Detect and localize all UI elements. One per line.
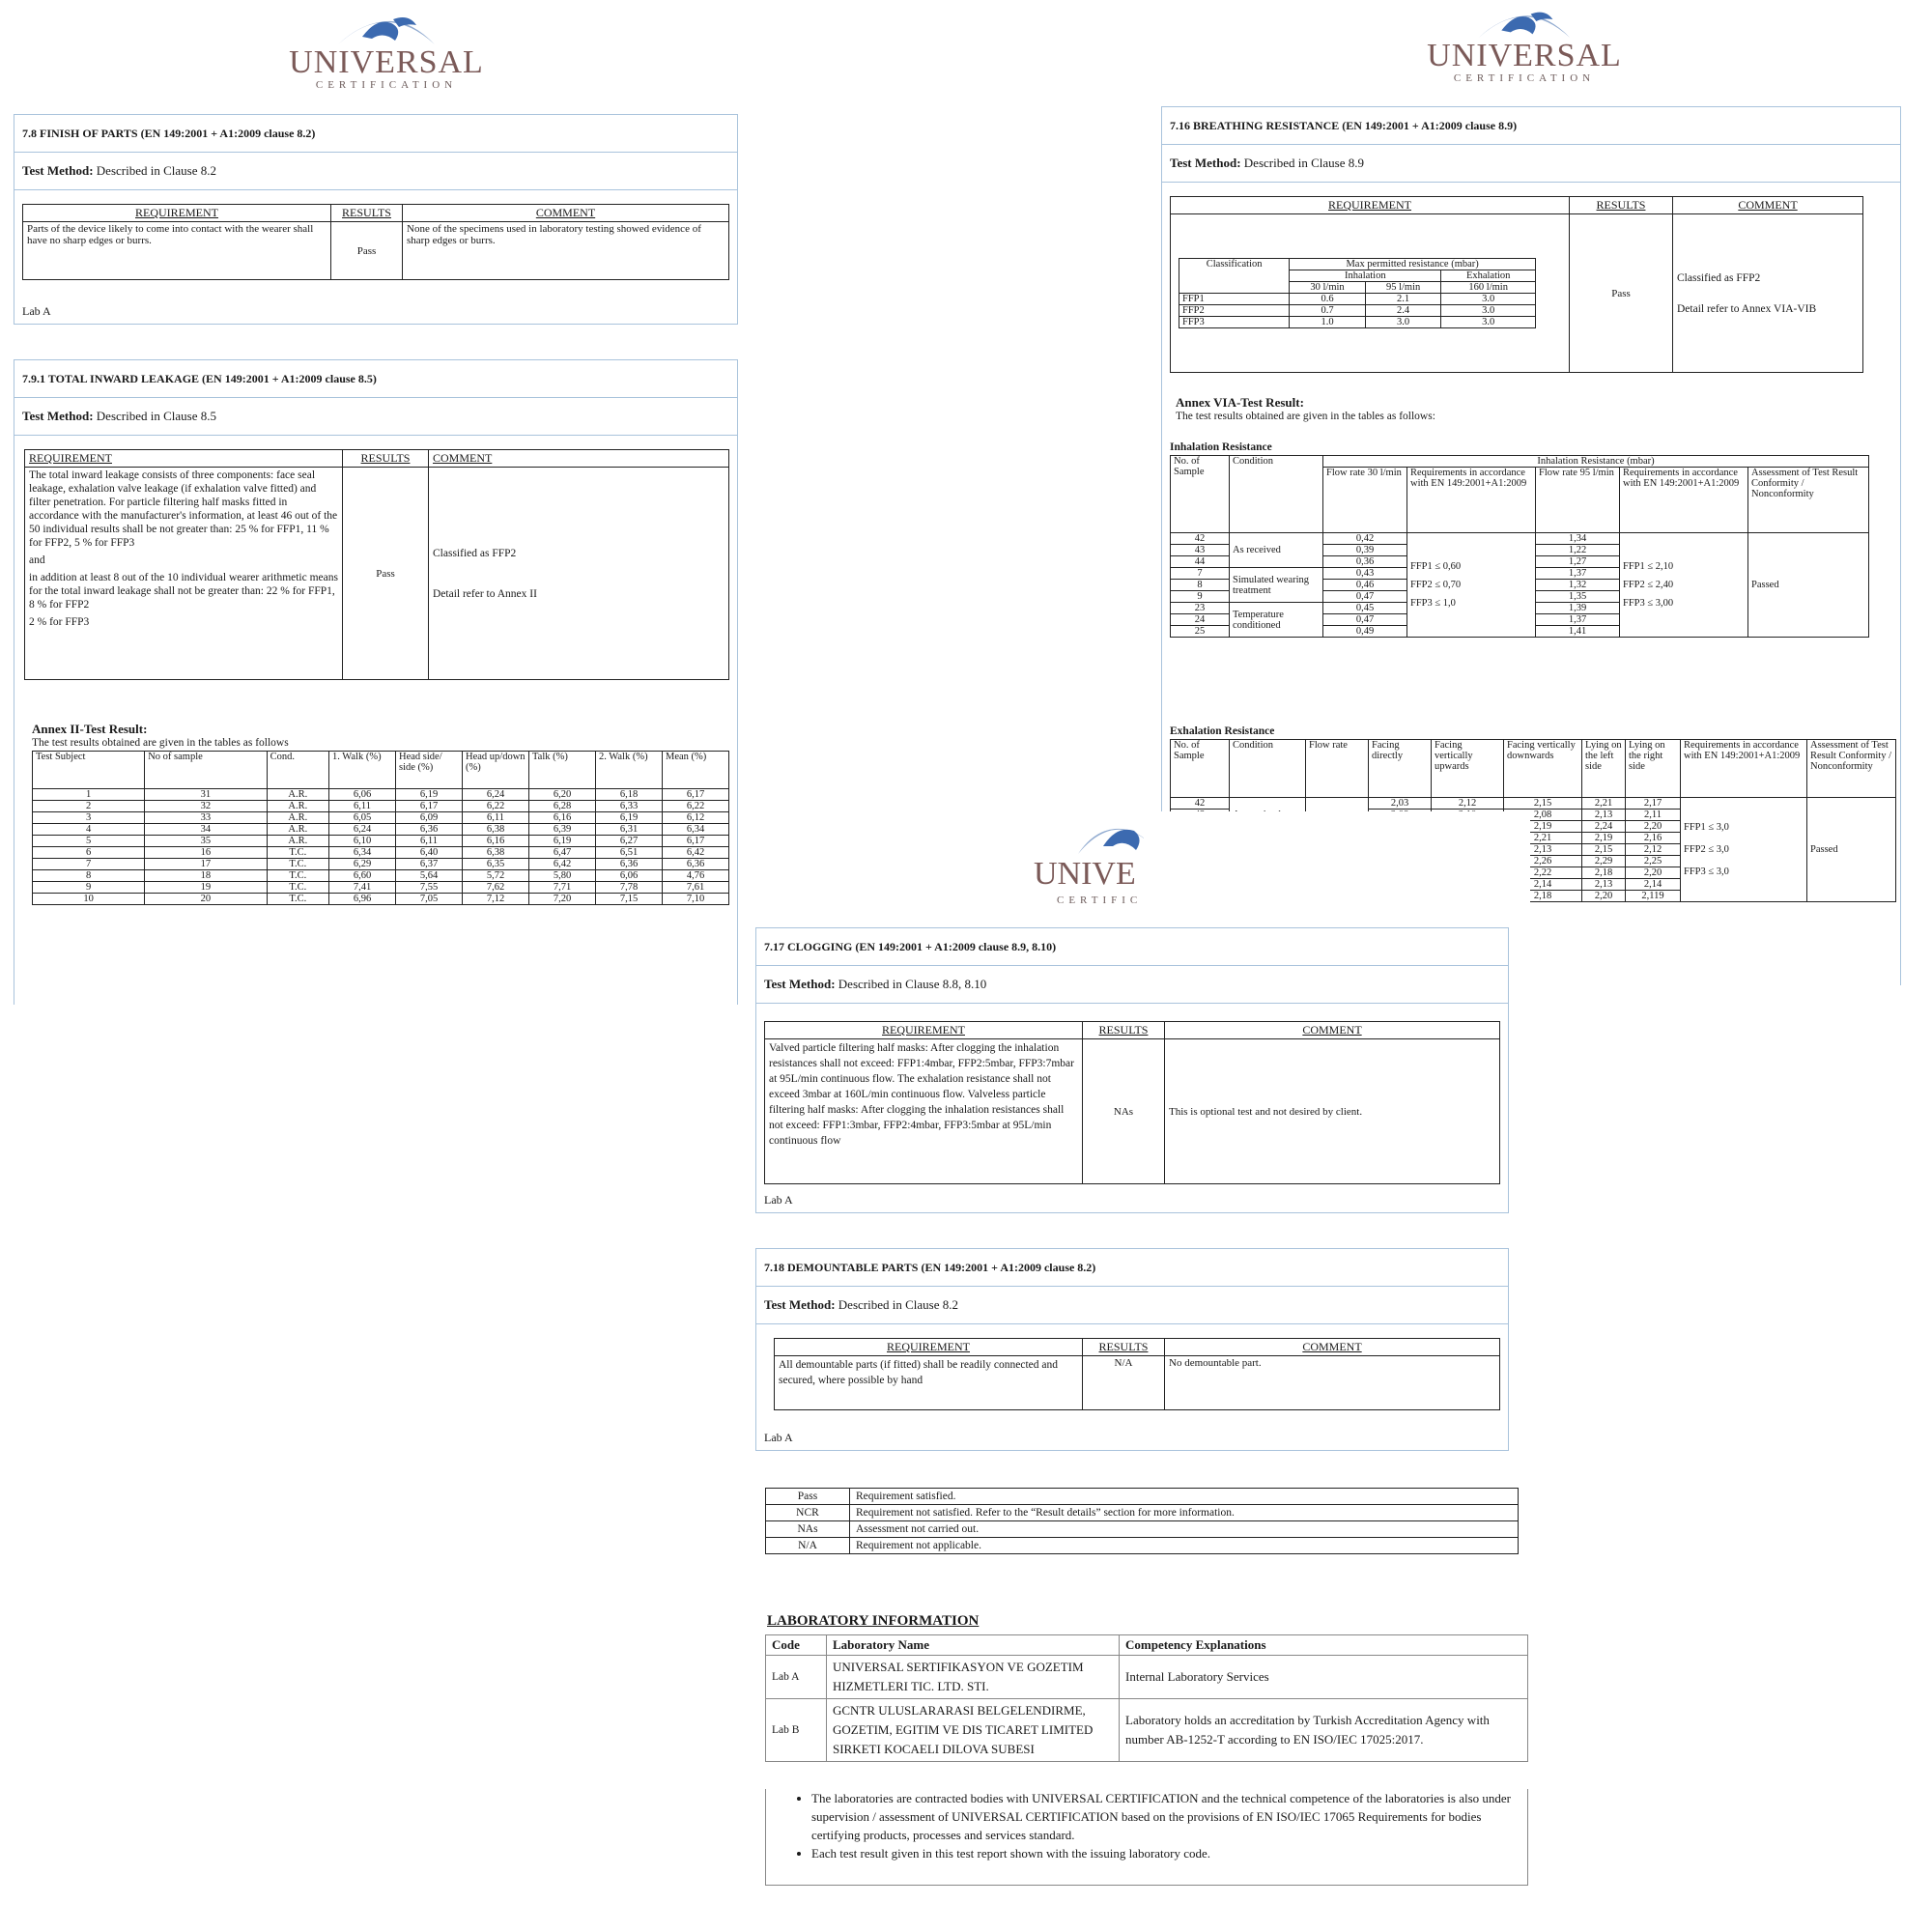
value-cell: 0,47	[1323, 591, 1407, 603]
value-cell: 0,46	[1323, 580, 1407, 591]
value-cell: 2,18	[1504, 891, 1582, 902]
value-cell: 2,12	[1626, 844, 1681, 856]
table-cell: FFP2	[1179, 305, 1290, 317]
table-cell: 6,34	[329, 847, 396, 859]
lab-info-table: Code Laboratory Name Competency Explanations Lab A UNIVERSAL SERTIFIKASYON VE GOZETIM HIZMETLERI TIC. LTD. STI. Internal Laboratory Services Lab B GCNTR ULUSLARARASI BELGELENDIRME, GOZETIM, EGITIM VE DIS TICARET LIMITED SIRKETI KOCAELI DILOVA SUBESI Laboratory holds an accreditation by Turkish Accreditation Agency with number AB-1252-T according to EN ISO/IEC 17025:2017.	[765, 1634, 1528, 1762]
partial-logo	[1034, 811, 1146, 908]
logo-brand: UNIVERSAL	[1427, 38, 1622, 73]
lab-competency-cell: Internal Laboratory Services	[1120, 1656, 1528, 1699]
table-cell: 7,20	[529, 894, 596, 905]
table-cell: 7,10	[663, 894, 729, 905]
assessment-cell: Passed	[1748, 533, 1869, 638]
table-cell: 6,47	[529, 847, 596, 859]
table-cell: 6,38	[463, 847, 529, 859]
exhalation-label: Exhalation Resistance	[1170, 725, 1275, 737]
requirement-table: REQUIREMENT RESULTS COMMENT Parts of the device likely to come into contact with the wearer shall have no sharp edges or burrs. Pass None of the specimens used in laboratory testing showed evidence of sharp edges or burrs.	[22, 204, 729, 280]
value-cell: 2,18	[1582, 867, 1626, 879]
inhalation-table: No. of Sample Condition Inhalation Resistance (mbar) Flow rate 30 l/min Requirements in accordance with EN 149:2001+A1:2009 Flow rate 95 l/min Requirements in accordance with EN 149:2001+A1:2009 Assessment of Test Result Conformity / Nonconformity 42 As received 0,42 FFP1 ≤ 0,60 FFP2 ≤ 0,70 FFP3 ≤ 1,0 1,34 FFP1 ≤ 2,10 FFP2 ≤ 2,40 FFP3 ≤ 3,00 Passed 43 0,39 1,22 44 0,36 1,27 7 Simulated wearing treatment 0,43 1,37 8 0,46 1,32 9 0,47 1,35 23 Temperature conditioned 0,45 1,39 24 0,47 1,37 25 0,49 1,41	[1170, 455, 1869, 638]
table-cell: A.R.	[267, 836, 328, 847]
table-cell: 34	[145, 824, 267, 836]
column-header: Facing vertically upwards	[1432, 740, 1504, 798]
lab-info-title: LABORATORY INFORMATION	[767, 1613, 980, 1629]
table-cell: 5,80	[529, 870, 596, 882]
table-cell: 6,17	[396, 801, 463, 812]
table-cell: 16	[145, 847, 267, 859]
section-heading: 7.16 BREATHING RESISTANCE (EN 149:2001 + A1:2009 clause 8.9)	[1162, 107, 1900, 145]
requirement-text: FFP3 ≤ 3,00	[1623, 598, 1674, 609]
logo-sub: CERTIFIC	[1057, 895, 1143, 906]
value-cell: 0,36	[1323, 556, 1407, 568]
table-cell: 2.4	[1365, 305, 1441, 317]
sample-cell: 7	[1171, 568, 1230, 580]
requirement-cell	[1620, 533, 1748, 638]
note-item: • Each test result given in this test report shown with the issuing laboratory code.	[811, 1844, 1526, 1862]
value-cell: 2,29	[1582, 856, 1626, 867]
table-cell: T.C.	[267, 847, 328, 859]
table-cell: 6,19	[596, 812, 663, 824]
value-cell: 2,14	[1626, 879, 1681, 891]
table-cell: 31	[145, 789, 267, 801]
table-cell: T.C.	[267, 859, 328, 870]
table-cell: T.C.	[267, 870, 328, 882]
table-cell: 3	[33, 812, 145, 824]
column-header: Head up/down (%)	[463, 752, 529, 789]
column-header: No of sample	[145, 752, 267, 789]
table-row	[1179, 294, 1536, 305]
requirement-cell	[1681, 798, 1807, 902]
table-cell: 6,18	[596, 789, 663, 801]
lab-row	[766, 1656, 1528, 1699]
table-cell: 19	[145, 882, 267, 894]
value-cell: 2,14	[1504, 879, 1582, 891]
sample-cell: 44	[1171, 556, 1230, 568]
value-cell: 2,19	[1504, 821, 1582, 833]
table-cell: 20	[145, 894, 267, 905]
section-7-18	[755, 1248, 1509, 1451]
value-cell: 1,22	[1536, 545, 1620, 556]
note-item: • The laboratories are contracted bodies with UNIVERSAL CERTIFICATION and the technical competence of the laboratories is also under supervision / assessment of UNIVERSAL CERTIFICATION based on the provisions of EN ISO/IEC 17065 Requirements for bodies certifying products, processes and services standard.	[811, 1789, 1526, 1844]
section-7-8	[14, 114, 738, 325]
table-cell: 6,11	[463, 812, 529, 824]
column-header: Requirements in accordance with EN 149:2001+A1:2009	[1681, 740, 1807, 798]
table-cell: T.C.	[267, 894, 328, 905]
logo-sub: CERTIFICATION	[1453, 72, 1596, 84]
legend-description: Assessment not carried out.	[850, 1521, 1519, 1538]
legend-row	[766, 1489, 1519, 1505]
value-cell: 0,42	[1323, 533, 1407, 545]
column-header: Cond.	[267, 752, 328, 789]
table-row	[33, 859, 729, 870]
table-row	[33, 894, 729, 905]
table-cell: A.R.	[267, 789, 328, 801]
sample-cell: 42	[1171, 533, 1230, 545]
table-cell: 6,36	[596, 859, 663, 870]
value-cell: 0,47	[1323, 614, 1407, 626]
legend-row	[766, 1521, 1519, 1538]
max-resistance-table: Classification Max permitted resistance (mbar) Inhalation Exhalation 30 l/min 95 l/min 160 l/min FFP1 0.6 2.1 3.0 FFP2 0.7 2.4 3.0 FFP3 1.0 3.0 3.0	[1179, 258, 1536, 328]
table-cell: 6,34	[663, 824, 729, 836]
globe-icon	[1076, 817, 1144, 856]
requirement-text: FFP1 ≤ 3,0	[1684, 822, 1729, 833]
legend-row	[766, 1538, 1519, 1554]
column-header: Lying on the left side	[1582, 740, 1626, 798]
column-header: Facing directly	[1369, 740, 1432, 798]
table-cell: A.R.	[267, 824, 328, 836]
notes-frame	[765, 1789, 1528, 1886]
globe-icon	[1471, 5, 1577, 40]
table-cell: 6,37	[396, 859, 463, 870]
table-cell: 6,11	[329, 801, 396, 812]
table-cell: 7,71	[529, 882, 596, 894]
requirement-text: FFP3 ≤ 1,0	[1410, 598, 1456, 609]
annex-ii-title: Annex II-Test Result:	[32, 722, 148, 736]
table-cell: 6	[33, 847, 145, 859]
logo-sub: CERTIFICATION	[315, 79, 458, 91]
table-cell: 33	[145, 812, 267, 824]
table-cell: 6,06	[329, 789, 396, 801]
sample-cell: 24	[1171, 614, 1230, 626]
value-cell: 2,21	[1504, 833, 1582, 844]
table-cell: 6,22	[663, 801, 729, 812]
section-heading: 7.9.1 TOTAL INWARD LEAKAGE (EN 149:2001 + A1:2009 clause 8.5)	[14, 360, 737, 398]
result-legend-table	[765, 1488, 1519, 1554]
table-cell: 8	[33, 870, 145, 882]
table-cell: 6,19	[529, 836, 596, 847]
legend-description: Requirement satisfied.	[850, 1489, 1519, 1505]
column-header: No. of Sample	[1171, 740, 1230, 798]
value-cell: 1,37	[1536, 568, 1620, 580]
table-cell: 6,24	[463, 789, 529, 801]
lab-name-cell: GCNTR ULUSLARARASI BELGELENDIRME, GOZETIM, EGITIM VE DIS TICARET LIMITED SIRKETI KOCAELI DILOVA SUBESI	[827, 1699, 1120, 1762]
value-cell: 1,41	[1536, 626, 1620, 638]
middle-page	[753, 811, 1530, 1932]
requirement-table: REQUIREMENT RESULTS COMMENT The total inward leakage consists of three components: face seal leakage, exhalation valve leakage (if exhalation valve fitted) and filter penetration. For particle filtering half masks fitted in accordance with the manufacturer's information, at least 46 out of the 50 individual results shall be not greater than: 25 % for FFP1, 11 % for FFP2, 5 % for FFP3 and in addition at least 8 out of the 10 individual wearer arithmetic means for the total inward leakage shall not be greater than: 22 % for FFP1, 8 % for FFP2 2 % for FFP3 Pass Classified as FFP2 Detail refer to Annex II	[24, 449, 729, 680]
section-heading: 7.17 CLOGGING (EN 149:2001 + A1:2009 clause 8.9, 8.10)	[756, 928, 1508, 966]
left-page	[12, 0, 742, 1005]
test-method: Test Method: Described in Clause 8.2	[756, 1287, 1508, 1324]
annex-via-title: Annex VIA-Test Result:	[1176, 395, 1304, 410]
table-cell: 1.0	[1290, 317, 1366, 328]
value-cell: 1,27	[1536, 556, 1620, 568]
assessment-cell: Passed	[1807, 798, 1896, 902]
table-cell: 7,41	[329, 882, 396, 894]
value-cell: 2,20	[1626, 867, 1681, 879]
table-cell: 7,61	[663, 882, 729, 894]
value-cell: 2,25	[1626, 856, 1681, 867]
legend-code: NAs	[766, 1521, 850, 1538]
section-heading: 7.18 DEMOUNTABLE PARTS (EN 149:2001 + A1:2009 clause 8.2)	[756, 1249, 1508, 1287]
value-cell: 1,39	[1536, 603, 1620, 614]
table-cell: 6,09	[396, 812, 463, 824]
value-cell: 0,43	[1323, 568, 1407, 580]
requirement-text: FFP1 ≤ 0,60	[1410, 561, 1462, 572]
column-header: 2. Walk (%)	[596, 752, 663, 789]
universal-logo	[1408, 5, 1640, 84]
test-method: Test Method: Described in Clause 8.2	[14, 153, 737, 190]
legend-code: Pass	[766, 1489, 850, 1505]
section-heading: 7.8 FINISH OF PARTS (EN 149:2001 + A1:2009 clause 8.2)	[14, 115, 737, 153]
sample-cell: 42	[1171, 798, 1230, 810]
column-header: Condition	[1230, 740, 1306, 798]
inhalation-label: Inhalation Resistance	[1170, 441, 1272, 453]
table-cell: 6,31	[596, 824, 663, 836]
lab-name-cell: UNIVERSAL SERTIFIKASYON VE GOZETIM HIZMETLERI TIC. LTD. STI.	[827, 1656, 1120, 1699]
logo-brand: UNIVERSAL	[289, 44, 484, 80]
lab-competency-cell: Laboratory holds an accreditation by Turkish Accreditation Agency with number AB-1252-T according to EN ISO/IEC 17025:2017.	[1120, 1699, 1528, 1762]
table-cell: 6,05	[329, 812, 396, 824]
table-cell: 3.0	[1365, 317, 1441, 328]
requirement-table: REQUIREMENT RESULTS COMMENT Classification Max permitted resistance (mbar) Inhalation Exhalation 30 l/min 95 l/min 160 l/min FFP1 0.6 2.1 3.0 FFP2 0.7 2.4 3.0 FFP3 1.0 3.0 3.0 Pass Classified as FFP2 Detail refer to Annex VIA-VIB	[1170, 196, 1863, 373]
value-cell: 1,34	[1536, 533, 1620, 545]
annex-via-subtitle: The test results obtained are given in the tables as follows:	[1176, 411, 1435, 422]
table-cell: 7	[33, 859, 145, 870]
lab-code-cell: Lab B	[766, 1699, 827, 1762]
table-cell: 9	[33, 882, 145, 894]
value-cell: 2,22	[1504, 867, 1582, 879]
lab-code-cell: Lab A	[766, 1656, 827, 1699]
table-cell: 6,20	[529, 789, 596, 801]
test-method: Test Method: Described in Clause 8.9	[1162, 145, 1900, 183]
table-cell: 6,28	[529, 801, 596, 812]
table-row	[1171, 798, 1896, 810]
column-header: Head side/ side (%)	[396, 752, 463, 789]
globe-icon	[333, 10, 440, 46]
column-header: Test Subject	[33, 752, 145, 789]
legend-description: Requirement not applicable.	[850, 1538, 1519, 1554]
table-cell: 6,27	[596, 836, 663, 847]
annex-ii-subtitle: The test results obtained are given in the tables as follows	[32, 737, 289, 749]
table-cell: 0.7	[1290, 305, 1366, 317]
column-header: Assessment of Test Result Conformity / Nonconformity	[1807, 740, 1896, 798]
table-cell: 6,40	[396, 847, 463, 859]
legend-description: Requirement not satisfied. Refer to the “Result details” section for more information.	[850, 1505, 1519, 1521]
table-cell: 7,55	[396, 882, 463, 894]
table-cell: 6,11	[396, 836, 463, 847]
value-cell: 0,45	[1323, 603, 1407, 614]
table-cell: 6,38	[463, 824, 529, 836]
column-header: 1. Walk (%)	[329, 752, 396, 789]
value-cell: 2,13	[1504, 844, 1582, 856]
table-cell: 2	[33, 801, 145, 812]
value-cell: 1,32	[1536, 580, 1620, 591]
column-header: Facing vertically downwards	[1504, 740, 1582, 798]
table-cell: 6,36	[396, 824, 463, 836]
condition-cell: Simulated wearing treatment	[1230, 568, 1323, 603]
table-cell: 6,35	[463, 859, 529, 870]
legend-row	[766, 1505, 1519, 1521]
column-header: Mean (%)	[663, 752, 729, 789]
table-row	[1171, 533, 1869, 545]
value-cell: 2,26	[1504, 856, 1582, 867]
requirement-table: REQUIREMENT RESULTS COMMENT Valved particle filtering half masks: After clogging the inhalation resistances shall not exceed: FFP1:4mbar, FFP2:5mbar, FFP3:7mbar at 95L/min continuous flow. The exhalation resistance shall not exceed 3mbar at 160L/min continuous flow. Valveless particle filtering half masks: After clogging the inhalation resistances shall not exceed: FFP1:3mbar, FFP2:4mbar, FFP3:5mbar at 95L/min continuous flow NAs This is optional test and not desired by client.	[764, 1021, 1500, 1184]
table-cell: 5,64	[396, 870, 463, 882]
table-cell: 7,15	[596, 894, 663, 905]
sample-cell: 8	[1171, 580, 1230, 591]
table-cell: 6,06	[596, 870, 663, 882]
column-header: Flow rate	[1306, 740, 1369, 798]
table-cell: 5	[33, 836, 145, 847]
value-cell: 1,35	[1536, 591, 1620, 603]
table-cell: 0.6	[1290, 294, 1366, 305]
requirement-table: REQUIREMENT RESULTS COMMENT All demountable parts (if fitted) shall be readily connected and secured, where possible by hand N/A No demountable part.	[774, 1338, 1500, 1410]
table-cell: 7,62	[463, 882, 529, 894]
table-cell: 5,72	[463, 870, 529, 882]
requirement-cell	[1407, 533, 1536, 638]
column-header: Lying on the right side	[1626, 740, 1681, 798]
value-cell: 2,19	[1582, 833, 1626, 844]
value-cell: 2,13	[1582, 810, 1626, 821]
lab-row	[766, 1699, 1528, 1762]
table-cell: 32	[145, 801, 267, 812]
value-cell: 2,24	[1582, 821, 1626, 833]
table-cell: A.R.	[267, 812, 328, 824]
table-row	[33, 847, 729, 859]
universal-logo	[270, 10, 502, 91]
table-cell: T.C.	[267, 882, 328, 894]
test-method: Test Method: Described in Clause 8.8, 8.10	[756, 966, 1508, 1004]
table-cell: 4,76	[663, 870, 729, 882]
table-cell: A.R.	[267, 801, 328, 812]
condition-cell: Temperature conditioned	[1230, 603, 1323, 638]
legend-code: NCR	[766, 1505, 850, 1521]
legend-code: N/A	[766, 1538, 850, 1554]
sample-cell: 25	[1171, 626, 1230, 638]
logo-brand: UNIVE	[1034, 856, 1136, 892]
requirement-text: FFP2 ≤ 3,0	[1684, 844, 1729, 855]
table-cell: 18	[145, 870, 267, 882]
table-row	[33, 882, 729, 894]
table-cell: 6,17	[663, 789, 729, 801]
table-cell: 6,12	[663, 812, 729, 824]
condition-cell: As received	[1230, 533, 1323, 568]
value-cell: 2,08	[1504, 810, 1582, 821]
table-cell: 6,96	[329, 894, 396, 905]
column-header: Talk (%)	[529, 752, 596, 789]
table-cell: 6,39	[529, 824, 596, 836]
value-cell: 2,15	[1504, 798, 1582, 810]
requirement-text: FFP1 ≤ 2,10	[1623, 561, 1674, 572]
table-cell: 6,51	[596, 847, 663, 859]
section-7-9-1	[14, 359, 738, 1005]
table-cell: 6,42	[663, 847, 729, 859]
value-cell: 2,17	[1626, 798, 1681, 810]
annex-ii-table	[32, 751, 729, 905]
requirement-text: FFP3 ≤ 3,0	[1684, 867, 1729, 877]
requirement-text: FFP2 ≤ 2,40	[1623, 580, 1674, 590]
value-cell: 1,37	[1536, 614, 1620, 626]
table-row	[33, 812, 729, 824]
value-cell: 2,20	[1582, 891, 1626, 902]
table-cell: 17	[145, 859, 267, 870]
table-row	[33, 870, 729, 882]
table-cell: FFP1	[1179, 294, 1290, 305]
table-row	[33, 789, 729, 801]
value-cell: 2,13	[1582, 879, 1626, 891]
table-row	[1179, 317, 1536, 328]
value-cell: 2,119	[1626, 891, 1681, 902]
table-cell: 6,60	[329, 870, 396, 882]
table-cell: 6,36	[663, 859, 729, 870]
table-cell: 4	[33, 824, 145, 836]
table-cell: 6,16	[529, 812, 596, 824]
table-cell: 6,16	[463, 836, 529, 847]
table-cell: 3.0	[1441, 317, 1536, 328]
table-cell: 6,19	[396, 789, 463, 801]
table-cell: 35	[145, 836, 267, 847]
table-row	[1179, 305, 1536, 317]
sample-cell: 43	[1171, 545, 1230, 556]
value-cell: 2,21	[1582, 798, 1626, 810]
value-cell: 2,11	[1626, 810, 1681, 821]
lab-code: Lab A	[764, 1431, 793, 1444]
sample-cell: 9	[1171, 591, 1230, 603]
table-cell: 3.0	[1441, 305, 1536, 317]
table-row	[33, 836, 729, 847]
value-cell: 2,03	[1369, 798, 1432, 810]
value-cell: 2,16	[1626, 833, 1681, 844]
requirement-text: FFP2 ≤ 0,70	[1410, 580, 1462, 590]
table-row	[33, 801, 729, 812]
value-cell: 2,15	[1582, 844, 1626, 856]
table-row	[33, 824, 729, 836]
test-method: Test Method: Described in Clause 8.5	[14, 398, 737, 436]
table-cell: 6,29	[329, 859, 396, 870]
table-cell: 3.0	[1441, 294, 1536, 305]
table-cell: 7,05	[396, 894, 463, 905]
value-cell: 0,39	[1323, 545, 1407, 556]
table-cell: 10	[33, 894, 145, 905]
lab-code: Lab A	[22, 304, 51, 318]
value-cell: 2,20	[1626, 821, 1681, 833]
value-cell: 2,12	[1432, 798, 1504, 810]
table-cell: 7,78	[596, 882, 663, 894]
table-cell: 6,22	[463, 801, 529, 812]
table-cell: 6,24	[329, 824, 396, 836]
table-cell: 2.1	[1365, 294, 1441, 305]
table-cell: 6,42	[529, 859, 596, 870]
section-7-17	[755, 927, 1509, 1213]
table-cell: 1	[33, 789, 145, 801]
table-cell: 6,17	[663, 836, 729, 847]
value-cell: 0,49	[1323, 626, 1407, 638]
sample-cell: 23	[1171, 603, 1230, 614]
table-cell: 7,12	[463, 894, 529, 905]
table-cell: 6,33	[596, 801, 663, 812]
table-cell: FFP3	[1179, 317, 1290, 328]
lab-code: Lab A	[764, 1193, 793, 1207]
table-cell: 6,10	[329, 836, 396, 847]
